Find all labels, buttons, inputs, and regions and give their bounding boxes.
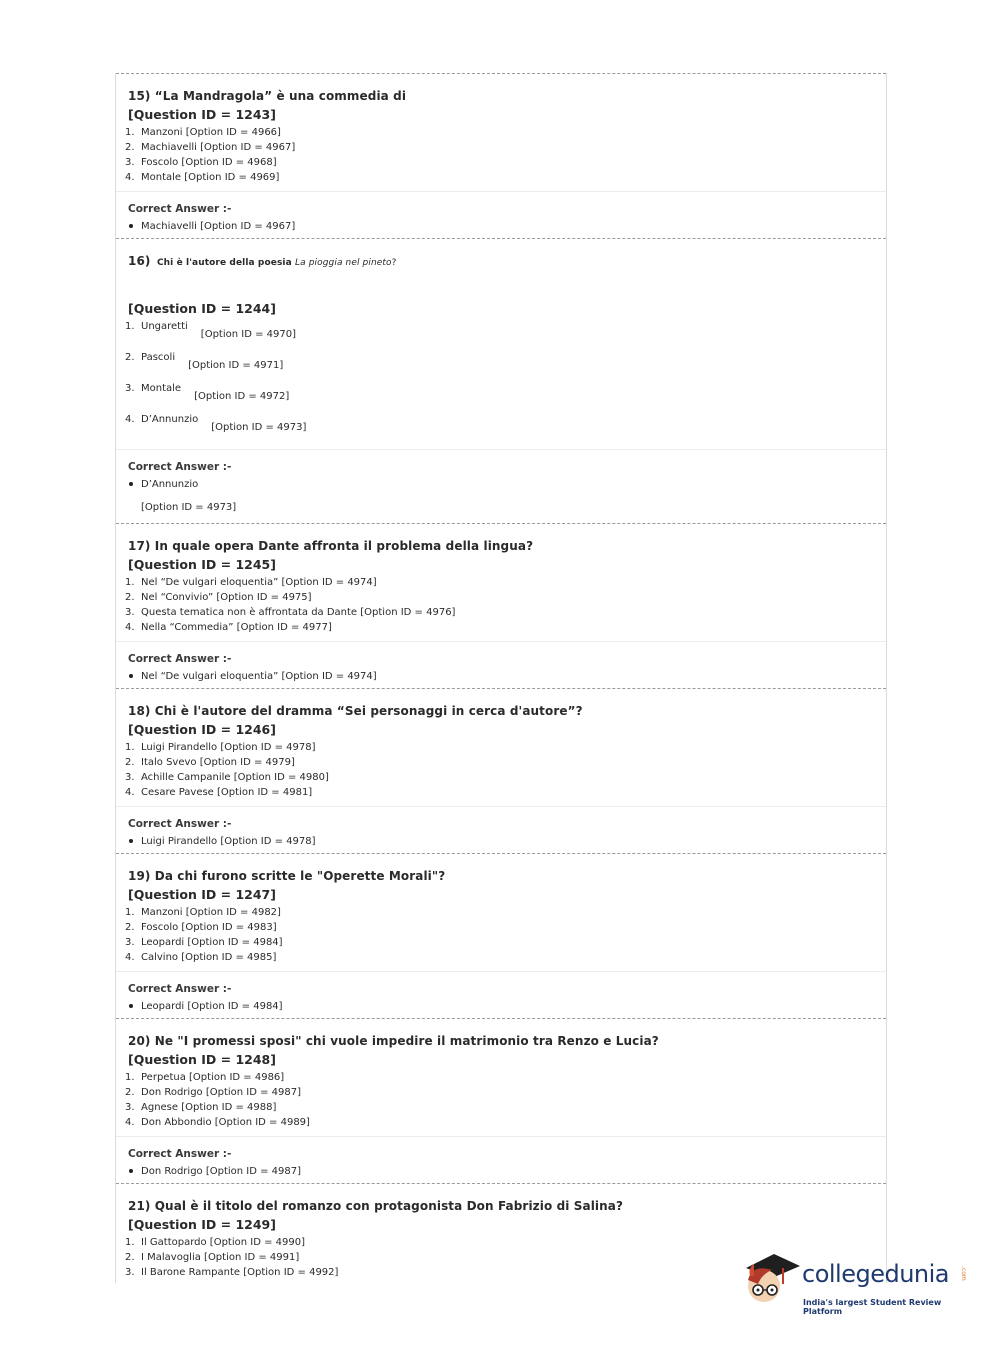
option-id: [Option ID = 4970] [200, 329, 296, 340]
option-item [125, 605, 886, 620]
correct-answer-text: Nel “De vulgari eloquentia” [Option ID = 4974] [141, 671, 377, 682]
options-list [125, 740, 886, 800]
option-number: 3. [125, 1267, 135, 1278]
option-item [125, 770, 886, 785]
question-title [128, 254, 886, 271]
correct-answer-label: Correct Answer :- [128, 983, 232, 995]
options-list [125, 575, 886, 635]
option-text: Nel “De vulgari eloquentia” [Option ID = 4974] [141, 577, 377, 588]
bullet-icon [128, 477, 141, 492]
question-text-end: ? [391, 258, 397, 268]
option-text: Don Abbondio [Option ID = 4989] [141, 1117, 310, 1128]
question-id: [Question ID = 1243] [128, 107, 276, 122]
option-text: D’Annunzio [141, 414, 199, 425]
options-list [125, 319, 886, 443]
option-item [125, 125, 886, 140]
option-number: 2. [125, 142, 135, 153]
question-title: 19) Da chi furono scritte le "Operette Morali"? [128, 869, 446, 883]
collegedunia-logo[interactable] [742, 1250, 972, 1316]
correct-answer-id: [Option ID = 4973] [141, 502, 237, 513]
option-number: 2. [125, 352, 135, 363]
question-block-15 [116, 73, 886, 238]
correct-answer-item [128, 999, 886, 1014]
bullet-icon [128, 669, 141, 684]
option-text: Foscolo [Option ID = 4983] [141, 922, 277, 933]
option-number: 1. [125, 321, 135, 332]
option-item [125, 620, 886, 635]
option-item [125, 755, 886, 770]
option-number: 3. [125, 772, 135, 783]
option-number: 2. [125, 1087, 135, 1098]
correct-answer-item [128, 834, 886, 849]
option-number: 1. [125, 577, 135, 588]
correct-answer-section [116, 191, 886, 238]
correct-answer-label: Correct Answer :- [128, 653, 232, 665]
option-text: Questa tematica non è affrontata da Dante [Option ID = 4976] [141, 607, 456, 618]
correct-answer-item [128, 1164, 886, 1179]
option-number: 2. [125, 592, 135, 603]
correct-answer-section [116, 971, 886, 1018]
option-item [125, 785, 886, 800]
option-item [125, 1085, 886, 1100]
question-block-18 [116, 688, 886, 853]
correct-answer-section [116, 806, 886, 853]
question-id: [Question ID = 1248] [128, 1052, 276, 1067]
option-text: Italo Svevo [Option ID = 4979] [141, 757, 295, 768]
question-id: [Question ID = 1246] [128, 722, 276, 737]
option-number: 4. [125, 952, 135, 963]
bullet-icon [128, 1164, 141, 1179]
option-number: 1. [125, 1072, 135, 1083]
option-item [125, 590, 886, 605]
option-number: 4. [125, 172, 135, 183]
option-text: Manzoni [Option ID = 4966] [141, 127, 281, 138]
option-number: 4. [125, 1117, 135, 1128]
options-list [125, 125, 886, 185]
option-text: Leopardi [Option ID = 4984] [141, 937, 283, 948]
question-block-17 [116, 523, 886, 688]
option-text: Don Rodrigo [Option ID = 4987] [141, 1087, 302, 1098]
option-id: [Option ID = 4972] [194, 391, 290, 402]
option-item [125, 350, 886, 381]
question-title: 21) Qual è il titolo del romanzo con protagonista Don Fabrizio di Salina? [128, 1199, 624, 1213]
option-item [125, 575, 886, 590]
option-number: 3. [125, 157, 135, 168]
option-text: Achille Campanile [Option ID = 4980] [141, 772, 329, 783]
option-item [125, 1100, 886, 1115]
option-item [125, 905, 886, 920]
correct-answer-section [116, 1136, 886, 1183]
question-block-20 [116, 1018, 886, 1183]
option-text: Manzoni [Option ID = 4982] [141, 907, 281, 918]
option-number: 1. [125, 127, 135, 138]
question-title: 20) Ne "I promessi sposi" chi vuole impedire il matrimonio tra Renzo e Lucia? [128, 1034, 659, 1048]
option-item [125, 319, 886, 350]
option-number: 2. [125, 922, 135, 933]
option-text: Calvino [Option ID = 4985] [141, 952, 277, 963]
option-text: Agnese [Option ID = 4988] [141, 1102, 277, 1113]
option-number: 2. [125, 1252, 135, 1263]
option-item [125, 140, 886, 155]
correct-answer-item [128, 669, 886, 684]
option-text: Luigi Pirandello [Option ID = 4978] [141, 742, 316, 753]
option-number: 2. [125, 757, 135, 768]
option-number: 3. [125, 383, 135, 394]
question-text-italic: La pioggia nel pineto [295, 258, 392, 268]
option-item [125, 155, 886, 170]
option-text: Cesare Pavese [Option ID = 4981] [141, 787, 313, 798]
option-number: 1. [125, 742, 135, 753]
options-list [125, 1070, 886, 1130]
question-id: [Question ID = 1244] [128, 301, 276, 316]
question-paper [115, 73, 887, 1283]
option-item [125, 1070, 886, 1085]
correct-answer-label: Correct Answer :- [128, 1148, 232, 1160]
logo-tagline: India's largest Student Review Platform [803, 1298, 942, 1316]
option-text: Perpetua [Option ID = 4986] [141, 1072, 285, 1083]
question-title: 18) Chi è l'autore del dramma “Sei personaggi in cerca d'autore”? [128, 704, 583, 718]
option-text: Nella “Commedia” [Option ID = 4977] [141, 622, 332, 633]
option-item [125, 381, 886, 412]
question-id: [Question ID = 1249] [128, 1217, 276, 1232]
question-text: Chi è l'autore della poesia [156, 258, 296, 268]
correct-answer-label: Correct Answer :- [128, 461, 232, 473]
option-text: Montale [141, 383, 182, 394]
question-id: [Question ID = 1245] [128, 557, 276, 572]
question-number: 16) [128, 254, 151, 268]
option-item [125, 740, 886, 755]
option-text: Machiavelli [Option ID = 4967] [141, 142, 296, 153]
option-item [125, 1235, 886, 1250]
correct-answer-section [116, 449, 886, 523]
question-title: 17) In quale opera Dante affronta il problema della lingua? [128, 539, 534, 553]
option-item [125, 920, 886, 935]
logo-wordmark: collegedunia [802, 1260, 950, 1288]
bullet-icon [128, 834, 141, 849]
mascot-graduation-cap-icon [742, 1250, 800, 1312]
option-item [125, 935, 886, 950]
option-id: [Option ID = 4971] [188, 360, 284, 371]
option-item [125, 170, 886, 185]
options-list [125, 905, 886, 965]
question-block-19 [116, 853, 886, 1018]
option-number: 4. [125, 787, 135, 798]
option-id: [Option ID = 4973] [211, 422, 307, 433]
option-item [125, 1115, 886, 1130]
correct-answer-label: Correct Answer :- [128, 203, 232, 215]
option-number: 3. [125, 607, 135, 618]
option-number: 4. [125, 414, 135, 425]
option-item [125, 950, 886, 965]
option-text: Pascoli [141, 352, 176, 363]
option-text: Foscolo [Option ID = 4968] [141, 157, 277, 168]
option-number: 3. [125, 937, 135, 948]
correct-answer-section [116, 641, 886, 688]
correct-answer-text: Don Rodrigo [Option ID = 4987] [141, 1166, 302, 1177]
option-text: Ungaretti [141, 321, 188, 332]
option-text: Montale [Option ID = 4969] [141, 172, 280, 183]
option-text: Il Gattopardo [Option ID = 4990] [141, 1237, 305, 1248]
option-number: 1. [125, 907, 135, 918]
option-number: 4. [125, 622, 135, 633]
question-title: 15) “La Mandragola” è una commedia di [128, 89, 407, 103]
correct-answer-label: Correct Answer :- [128, 818, 232, 830]
option-text: Nel “Convivio” [Option ID = 4975] [141, 592, 312, 603]
option-text: Il Barone Rampante [Option ID = 4992] [141, 1267, 339, 1278]
logo-domain: .com [960, 1266, 967, 1281]
correct-answer-text: D’Annunzio [141, 479, 199, 490]
correct-answer-text: Machiavelli [Option ID = 4967] [141, 221, 296, 232]
option-text: I Malavoglia [Option ID = 4991] [141, 1252, 300, 1263]
question-id: [Question ID = 1247] [128, 887, 276, 902]
option-number: 3. [125, 1102, 135, 1113]
correct-answer-item [128, 219, 886, 234]
bullet-icon [128, 219, 141, 234]
question-block-16 [116, 238, 886, 523]
option-item [125, 412, 886, 443]
correct-answer-text: Leopardi [Option ID = 4984] [141, 1001, 283, 1012]
bullet-icon [128, 999, 141, 1014]
correct-answer-text: Luigi Pirandello [Option ID = 4978] [141, 836, 316, 847]
option-number: 1. [125, 1237, 135, 1248]
correct-answer-item [128, 477, 886, 492]
